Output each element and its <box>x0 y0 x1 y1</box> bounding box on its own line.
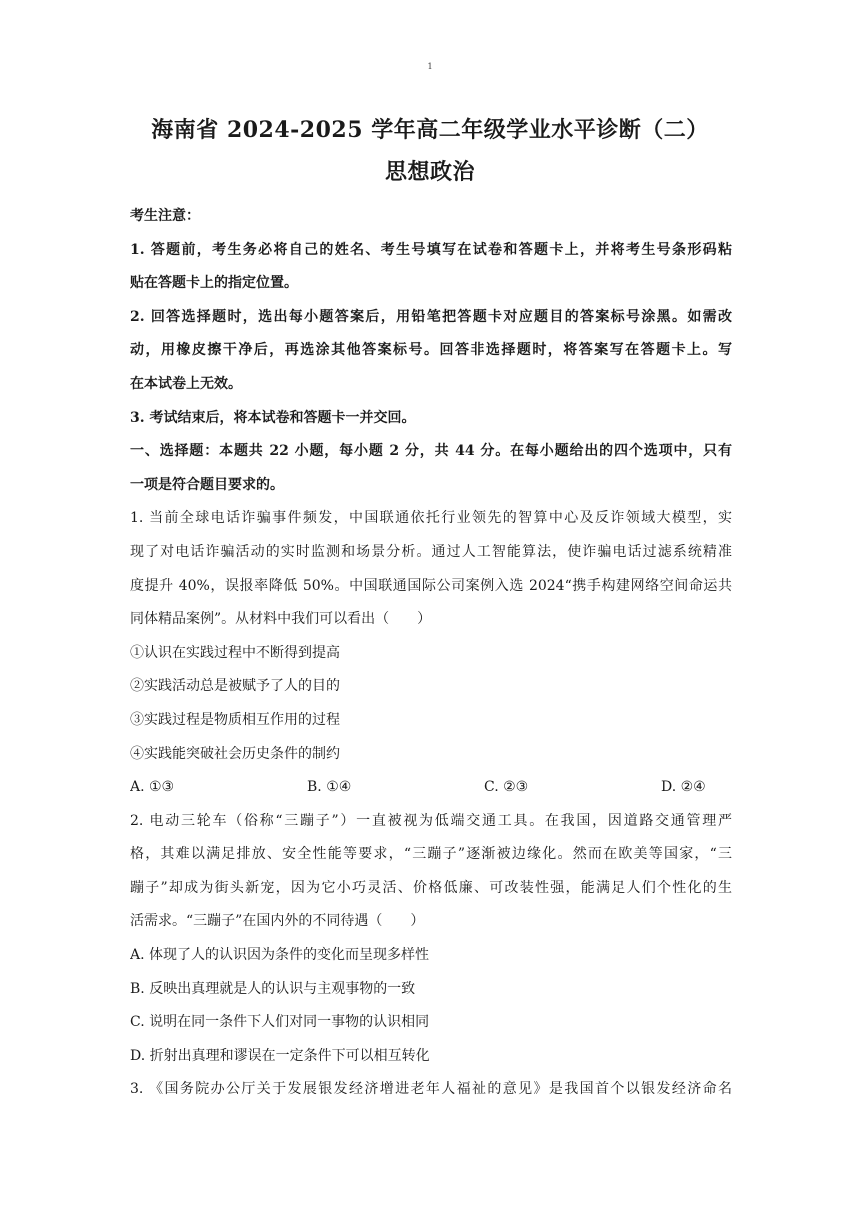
question-1-statement-4: ④实践能突破社会历史条件的制约 <box>130 745 340 762</box>
question-3-line-1: 3. 《国务院办公厅关于发展银发经济增进老年人福祉的意见》是我国首个以银发经济命名 <box>130 1081 732 1098</box>
section-heading-line-1: 一、选择题：本题共 22 小题，每小题 2 分，共 44 分。在每小题给出的四个选项中，只有 <box>130 443 732 460</box>
question-2-line-1: 2. 电动三轮车（俗称“三蹦子”）一直被视为低端交通工具。在我国，因道路交通管理严 <box>130 812 732 829</box>
question-2-line-2: 格，其难以满足排放、安全性能等要求，“三蹦子”逐渐被边缘化。然而在欧美等国家，“三 <box>130 846 732 863</box>
question-1-statement-1: ①认识在实践过程中不断得到提高 <box>130 644 340 661</box>
notice-item-1-line-1: 1. 答题前，考生务必将自己的姓名、考生号填写在试卷和答题卡上，并将考生号条形码粘 <box>130 241 732 258</box>
question-2-line-4: 活需求。“三蹦子”在国内外的不同待遇（ ） <box>130 913 425 930</box>
question-1-options <box>130 771 732 805</box>
question-1-option-c: C. ②③ <box>484 779 529 796</box>
notice-item-2-line-2: 动，用橡皮擦干净后，再选涂其他答案标号。回答非选择题时，将答案写在答题卡上。写 <box>130 342 732 359</box>
question-1-option-b: B. ①④ <box>307 779 352 796</box>
subject-title: 思想政治 <box>384 159 475 185</box>
question-2-line-3: 蹦子”却成为街头新宠，因为它小巧灵活、价格低廉、可改装性强，能满足人们个性化的生 <box>130 879 732 896</box>
question-1-statement-2: ②实践活动总是被赋予了人的目的 <box>130 678 340 695</box>
notice-item-2-line-1: 2. 回答选择题时，选出每小题答案后，用铅笔把答题卡对应题目的答案标号涂黑。如需改 <box>130 308 732 325</box>
question-2-option-b: B. 反映出真理就是人的认识与主观事物的一致 <box>130 980 416 997</box>
question-1-line-2: 现了对电话诈骗活动的实时监测和场景分析。通过人工智能算法，使诈骗电话过滤系统精准 <box>130 543 732 560</box>
notice-item-1-line-2: 贴在答题卡上的指定位置。 <box>130 275 298 292</box>
notice-heading: 考生注意： <box>130 208 200 224</box>
exam-title: 海南省 2024-2025 学年高二年级学业水平诊断（二） <box>151 117 709 143</box>
question-2-option-c: C. 说明在同一条件下人们对同一事物的认识相同 <box>130 1014 430 1031</box>
question-1-line-4: 同体精品案例”。从材料中我们可以看出（ ） <box>130 611 432 628</box>
notice-item-2-line-3: 在本试卷上无效。 <box>130 375 242 392</box>
question-1-statement-3: ③实践过程是物质相互作用的过程 <box>130 711 340 728</box>
question-2-option-a: A. 体现了人的认识因为条件的变化而呈现多样性 <box>130 947 430 964</box>
question-1-option-a: A. ①③ <box>130 779 175 796</box>
question-1-line-1: 1. 当前全球电话诈骗事件频发，中国联通依托行业领先的智算中心及反诈领域大模型，实 <box>130 510 732 527</box>
document-body <box>130 200 732 1107</box>
section-heading-line-2: 一项是符合题目要求的。 <box>130 476 284 493</box>
question-1-line-3: 度提升 40%，误报率降低 50%。中国联通国际公司案例入选 2024“携手构建网络空间命运共 <box>130 577 732 594</box>
page-number: 1 <box>427 62 433 71</box>
question-2-option-d: D. 折射出真理和谬误在一定条件下可以相互转化 <box>130 1047 430 1064</box>
question-1-option-d: D. ②④ <box>661 779 706 796</box>
notice-item-3: 3. 考试结束后，将本试卷和答题卡一并交回。 <box>130 409 416 426</box>
